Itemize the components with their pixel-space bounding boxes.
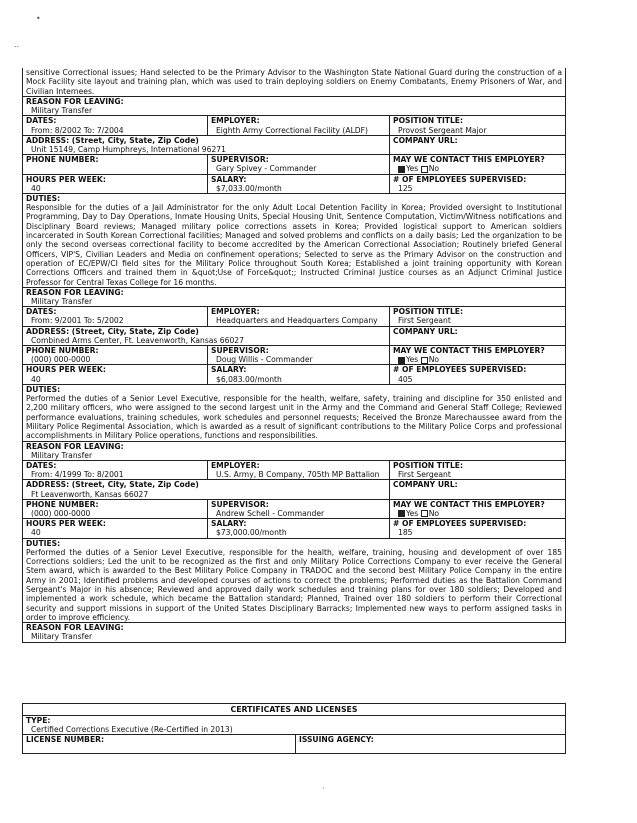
supervisor-value: Doug Willis - Commander [216,355,313,365]
address-label: ADDRESS: (Street, City, State, Zip Code) [26,480,199,490]
position-label: POSITION TITLE: [393,460,464,470]
phone-value: (000) 000-0000 [31,508,91,518]
yes-label: Yes [406,508,419,518]
phone-value: (000) 000-0000 [31,355,91,365]
reason-row [23,96,565,115]
position-value: First Sergeant [398,316,451,326]
employer-label: EMPLOYER: [211,116,260,126]
hours-label: HOURS PER WEEK: [26,174,106,184]
contact-options [393,355,562,364]
duties-label: DUTIES: [26,538,61,548]
duties-text: Performed the duties of a Senior Level Executive, responsible for the health, welfare, safety, training and discipline for 350 enlisted and 2,200 military officers, who were assigned to the second largest unit in the Army and the Command and General Staff College; Reviewed performance evaluations, training schedules, work schedules and personnel requests; Received the Bronze Marechaussee award from the Military Police Regimental Association, which is awarded as a result of significant contributions to the Military Police Corps and professional accomplishments in Military Police operations, functions and responsibilities. [26,394,562,441]
reason-label: REASON FOR LEAVING: [26,287,124,297]
dates-value: From: 8/2002 To: 7/2004 [31,125,124,135]
scan-mark: .. [14,40,20,49]
no-label: No [428,355,440,365]
dates-label: DATES: [26,116,57,126]
contact-label: MAY WE CONTACT THIS EMPLOYER? [393,499,545,509]
type-label: TYPE: [26,716,51,725]
phone-label: PHONE NUMBER: [26,155,99,165]
employer-label: EMPLOYER: [211,460,260,470]
hours-value: 40 [31,183,41,193]
supervisor-label: SUPERVISOR: [211,346,269,356]
phone-label: PHONE NUMBER: [26,499,99,509]
no-checkbox[interactable] [421,166,428,173]
certificates-title: CERTIFICATES AND LICENSES [22,703,566,716]
reason-value: Military Transfer [31,450,93,460]
address-value: Combined Arms Center, Ft. Leavenworth, Kansas 66027 [31,335,244,345]
reason-value: Military Transfer [31,297,93,306]
employer-value: Eighth Army Correctional Facility (ALDF) [216,125,368,135]
employees-label: # OF EMPLOYEES SUPERVISED: [393,365,527,375]
dates-value: From: 9/2001 To: 5/2002 [31,316,124,326]
address-value: Unit 15149, Camp Humphreys, International 96271 [31,144,226,154]
hours-value: 40 [31,374,41,384]
yes-checkbox[interactable] [398,166,405,173]
supervisor-label: SUPERVISOR: [211,499,269,509]
supervisor-label: SUPERVISOR: [211,155,269,165]
position-label: POSITION TITLE: [393,307,464,317]
yes-checkbox[interactable] [398,510,405,517]
contact-options [393,164,562,173]
hours-value: 40 [31,528,41,538]
hours-label: HOURS PER WEEK: [26,519,106,529]
reason-value: Military Transfer [31,106,93,116]
reason-value: Military Transfer [31,632,93,642]
no-label: No [428,508,440,518]
salary-value: $73,000.00/month [216,528,287,538]
supervisor-value: Andrew Schell - Commander [216,508,325,518]
employees-label: # OF EMPLOYEES SUPERVISED: [393,174,527,184]
employer-label: EMPLOYER: [211,307,260,317]
issuing-agency-label: ISSUING AGENCY: [299,735,374,745]
employment-history [22,68,566,643]
address-label: ADDRESS: (Street, City, State, Zip Code) [26,326,199,336]
no-label: No [428,164,440,174]
dates-label: DATES: [26,460,57,470]
position-value: First Sergeant [398,470,451,480]
employees-value: 125 [398,183,413,193]
dates-value: From: 4/1999 To: 8/2001 [31,470,124,480]
employees-value: 185 [398,528,413,538]
no-checkbox[interactable] [421,510,428,517]
duties-text: Performed the duties of a Senior Level Executive, responsible for the health, welfare, training, housing and development of over 185 Corrections soldiers; Led the unit to be recognized as the first and only Military Police Corrections Company to ever receive the General Stem award, which is awarded to the Best Military Police Company in TRADOC and the second best Military Police Company in the entire Army in 2001; Identified problems and developed courses of actions to correct the problems; Performed duties as the Battalion Command Sergeant's Major in his absence; Reviewed and approved daily work schedules and training plans for over 180 soldiers; Developed and implemented a work schedule, which became the Battalion standard; Planned, Trained over 180 soldiers to perform their Correctional security and support missions in support of the United States Disciplinary Barracks; Implemented new ways to perform assigned tasks in order to improve efficiency. [26,547,562,622]
address-label: ADDRESS: (Street, City, State, Zip Code) [26,135,199,145]
salary-value: $6,083.00/month [216,374,282,384]
duties-label: DUTIES: [26,384,61,394]
reason-label: REASON FOR LEAVING: [26,623,124,633]
position-value: Provost Sergeant Major [398,125,487,135]
license-number-label: LICENSE NUMBER: [26,735,105,745]
intro-duties-text: sensitive Correctional issues; Hand selected to be the Primary Advisor to the Washington State National Guard during the construction of a Mock Facility site layout and training plan, which was used to train deploying soldiers on Enemy Combatants, Enemy Prisoners of War, and Civilian Internees. [26,68,562,96]
yes-checkbox[interactable] [398,357,405,364]
certificates-section [22,703,566,754]
yes-label: Yes [406,355,419,365]
contact-label: MAY WE CONTACT THIS EMPLOYER? [393,346,545,356]
type-value: Certified Corrections Executive (Re-Certified in 2013) [31,725,233,735]
phone-label: PHONE NUMBER: [26,346,99,356]
employer-value: U.S. Army, B Company, 705th MP Battalion [216,470,380,480]
no-checkbox[interactable] [421,357,428,364]
dates-label: DATES: [26,307,57,317]
employees-value: 405 [398,374,413,384]
employees-label: # OF EMPLOYEES SUPERVISED: [393,519,527,529]
address-value: Ft Leavenworth, Kansas 66027 [31,489,149,499]
hours-label: HOURS PER WEEK: [26,365,106,375]
salary-value: $7,033.00/month [216,183,282,193]
scan-mark: • [36,14,41,23]
salary-label: SALARY: [211,519,247,529]
company-url-label: COMPANY URL: [393,135,458,145]
salary-label: SALARY: [211,365,247,375]
employment-frame [22,68,566,643]
contact-options [393,509,562,518]
reason-label: REASON FOR LEAVING: [26,441,124,451]
duties-text: Responsible for the duties of a Jail Administrator for the only Adult Local Detention Facility in Korea; Provided oversight to Institutional Programming, Day to Day Operations, Inmate Housing Units, Special Housing Unit, Sentence Computation, Victim/Witness notifications and Disciplinary Board reviews; Managed military police corrections assets in Korea; Provided logistical support to American soldiers incarcerated in South Korean Correctional facilities; Managed and solved problems and conflicts on a daily basis; Led the organization to be only the second overseas correctional facility to become accredited by the American Correctional Association; Routinely briefed General Officers, VIP'S, Civilian Leaders and Media on confinement operations; Selected to serve as the Primary Advisor on the construction and operation of EC/EPW/CI field sites for the Military Police throughout South Korea; Established a joint training opportunity with Korean Corrections Officers and trained them in &quot;Use of Force&quot;; Instructed Criminal Justice courses as an Adjunct Criminal Justice Professor for Central Texas College for 16 months. [26,203,562,287]
reason-label: REASON FOR LEAVING: [26,96,124,106]
company-url-label: COMPANY URL: [393,480,458,490]
scan-mark: · [322,784,325,793]
yes-label: Yes [406,164,419,174]
company-url-label: COMPANY URL: [393,326,458,336]
duties-label: DUTIES: [26,193,61,203]
employer-value: Headquarters and Headquarters Company [216,316,378,326]
contact-label: MAY WE CONTACT THIS EMPLOYER? [393,155,545,165]
salary-label: SALARY: [211,174,247,184]
position-label: POSITION TITLE: [393,116,464,126]
supervisor-value: Gary Spivey - Commander [216,164,317,174]
job-entry [23,306,565,460]
job-entry [23,460,565,642]
job-entry [23,115,565,306]
